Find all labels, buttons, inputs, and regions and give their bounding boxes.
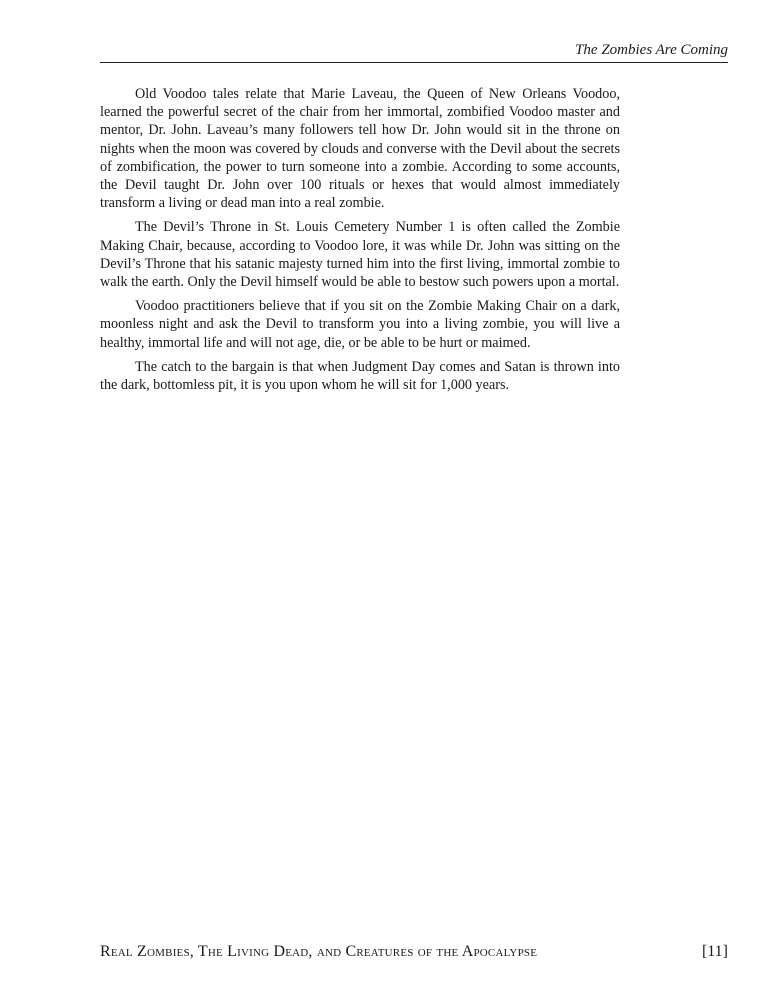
body-text <box>100 85 620 400</box>
paragraph: The catch to the bargain is that when Judgment Day comes and Satan is thrown into the dark, bottomless pit, it is you upon whom he will sit for 1,000 years. <box>100 358 620 394</box>
page-number: [11] <box>701 943 728 960</box>
page-footer <box>100 943 728 963</box>
paragraph: Old Voodoo tales relate that Marie Laveau, the Queen of New Orleans Voodoo, learned the powerful secret of the chair from her immortal, zombified Voodoo master and mentor, Dr. John. Laveau’s many followers tell how Dr. John would sit in the throne on nights when the moon was covered by clouds and converse with the Devil about the secrets of zombification, the power to turn someone into a zombie. According to some accounts, the Devil taught Dr. John over 100 rituals or hexes that would almost immediately transform a living or dead man into a real zombie. <box>100 86 620 212</box>
paragraph: The Devil’s Throne in St. Louis Cemetery Number 1 is often called the Zombie Making Chair, because, according to Voodoo lore, it was while Dr. John was sitting on the Devil’s Throne that his satanic majesty turned him into the first living, immortal zombie to walk the earth. Only the Devil himself would be able to bestow such powers upon a mortal. <box>100 219 620 291</box>
paragraph: Voodoo practitioners believe that if you sit on the Zombie Making Chair on a dark, moonless night and ask the Devil to transform you into a living zombie, you will live a healthy, immortal life and will not age, die, or be able to be hurt or maimed. <box>100 298 620 351</box>
footer-book-title: Real Zombies, The Living Dead, and Creatures of the Apocalypse <box>100 943 538 960</box>
running-header-title: The Zombies Are Coming <box>575 42 728 58</box>
running-header <box>100 41 728 63</box>
